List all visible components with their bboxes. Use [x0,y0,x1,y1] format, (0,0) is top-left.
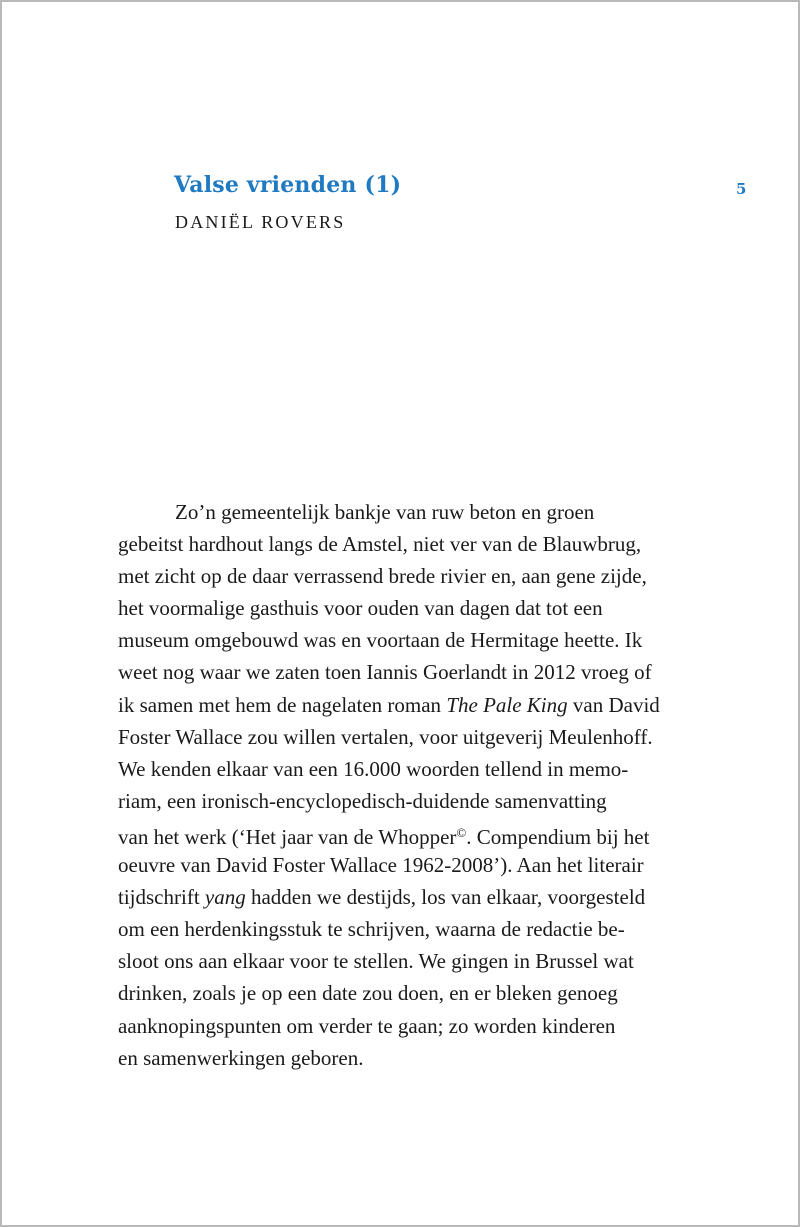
text-segment: van David [567,692,660,717]
text-line: het voormalige gasthuis voor ouden van dagen dat tot een [118,596,603,621]
text-line: We kenden elkaar van een 16.000 woorden tellend in memo- [118,756,629,781]
page-number: 5 [736,180,747,198]
text-line: gebeitst hardhout langs de Amstel, niet ver van de Blauwbrug, [118,532,642,557]
text-segment: tijdschrift [118,885,205,910]
text-line: drinken, zoals je op een date zou doen, en er bleken genoeg [118,981,618,1006]
magazine-title-italic: yang [204,885,246,910]
text-line: riam, een ironisch-encyclopedisch-duidende samenvatting [118,788,607,813]
text-line: oeuvre van David Foster Wallace 1962-2008’). Aan het literair [118,853,644,878]
text-line [118,881,698,913]
text-line: aanknopingspunten om verder te gaan; zo worden kinderen [118,1013,616,1038]
text-line: weet nog waar we zaten toen Iannis Goerlandt in 2012 vroeg of [118,660,652,685]
text-line: en samenwerkingen geboren. [118,1045,364,1070]
text-line: museum omgebouwd was en voortaan de Hermitage heette. Ik [118,628,643,653]
text-line: met zicht op de daar verrassend brede rivier en, aan gene zijde, [118,564,647,589]
copyright-superscript: © [456,824,467,840]
text-line [118,817,698,849]
text-line: om een herdenkingsstuk te schrijven, waarna de redactie be- [118,917,625,942]
body-paragraph [118,496,698,1074]
text-segment: . Compendium bij het [466,824,650,849]
text-segment: hadden we destijds, los van elkaar, voorgesteld [245,885,646,910]
text-line: Zo’n gemeentelijk bankje van ruw beton en groen [175,500,595,524]
text-line: sloot ons aan elkaar voor te stellen. We gingen in Brussel wat [118,949,634,974]
book-title-italic: The Pale King [446,692,568,717]
text-line: Foster Wallace zou willen vertalen, voor uitgeverij Meulenhoff. [118,724,653,749]
text-line [118,689,698,721]
chapter-title: Valse vrienden (1) [174,172,402,198]
text-segment: ik samen met hem de nagelaten roman [118,692,447,717]
author-name: DANIËL ROVERS [175,212,346,232]
text-segment: van het werk (‘Het jaar van de Whopper [118,824,457,849]
